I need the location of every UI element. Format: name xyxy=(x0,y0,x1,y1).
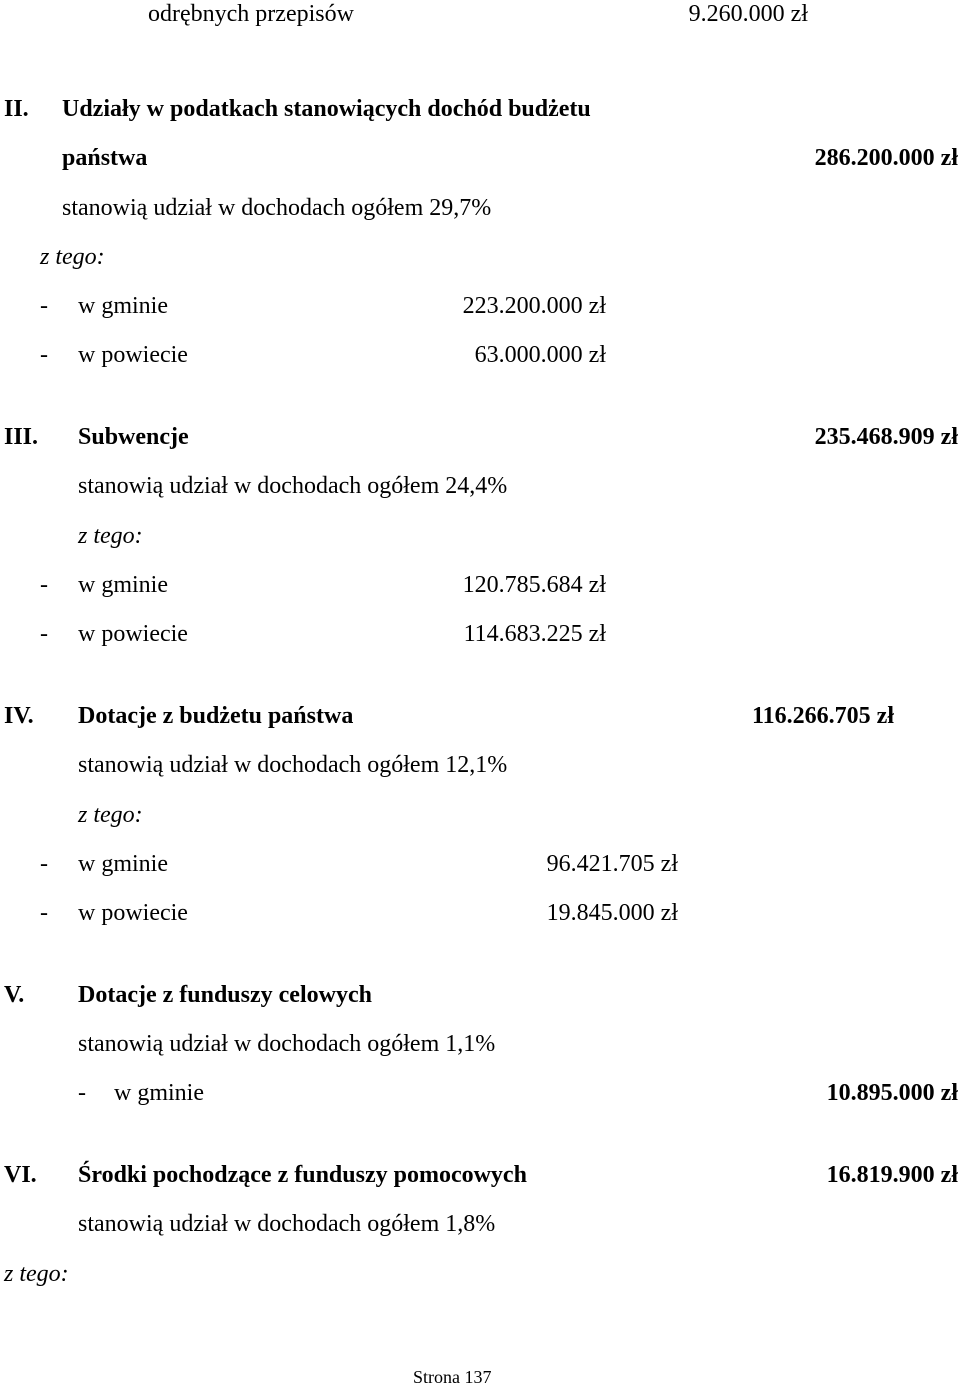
section-2-share: stanowią udział w dochodach ogółem 29,7% xyxy=(62,195,492,221)
section-6-number: VI. xyxy=(4,1162,37,1188)
section-2-title-line1: Udziały w podatkach stanowiących dochód budżetu xyxy=(62,96,591,122)
section-4-row1-dash: - xyxy=(40,851,48,877)
section-3-row1-amount: 120.785.684 zł xyxy=(462,572,606,598)
section-6-title: Środki pochodzące z funduszy pomocowych xyxy=(78,1162,527,1188)
section-4-number: IV. xyxy=(4,703,34,729)
section-4-title: Dotacje z budżetu państwa xyxy=(78,703,354,729)
page-number: Strona 137 xyxy=(413,1367,492,1387)
top-amount: 9.260.000 zł xyxy=(688,1,808,27)
top-label: odrębnych przepisów xyxy=(148,1,354,27)
section-4-row1-label: w gminie xyxy=(78,851,168,877)
section-2-row1-amount: 223.200.000 zł xyxy=(462,293,606,319)
section-3-row1-dash: - xyxy=(40,572,48,598)
section-4-share: stanowią udział w dochodach ogółem 12,1% xyxy=(78,752,508,778)
section-2-amount: 286.200.000 zł xyxy=(814,145,958,171)
section-5-share: stanowią udział w dochodach ogółem 1,1% xyxy=(78,1031,496,1057)
section-3-share: stanowią udział w dochodach ogółem 24,4% xyxy=(78,473,508,499)
section-2-ztego: z tego: xyxy=(40,244,105,270)
section-5-number: V. xyxy=(4,982,25,1008)
section-3-row2-amount: 114.683.225 zł xyxy=(463,621,606,647)
section-4-row2-label: w powiecie xyxy=(78,900,188,926)
section-3-row1-label: w gminie xyxy=(78,572,168,598)
section-3-row2-dash: - xyxy=(40,621,48,647)
section-5-row1-dash: - xyxy=(78,1080,86,1106)
section-2-row1-dash: - xyxy=(40,293,48,319)
section-2-number: II. xyxy=(4,96,29,122)
section-6-amount: 16.819.900 zł xyxy=(826,1162,958,1188)
section-5-row1-amount: 10.895.000 zł xyxy=(826,1080,958,1106)
section-3-ztego: z tego: xyxy=(78,523,143,549)
section-6-ztego: z tego: xyxy=(4,1261,69,1287)
section-4-row2-dash: - xyxy=(40,900,48,926)
section-3-amount: 235.468.909 zł xyxy=(814,424,958,450)
section-4-ztego: z tego: xyxy=(78,802,143,828)
section-2-row1-label: w gminie xyxy=(78,293,168,319)
section-5-title: Dotacje z funduszy celowych xyxy=(78,982,372,1008)
section-2-row2-dash: - xyxy=(40,342,48,368)
section-4-row1-amount: 96.421.705 zł xyxy=(546,851,678,877)
section-2-row2-label: w powiecie xyxy=(78,342,188,368)
section-2-row2-amount: 63.000.000 zł xyxy=(474,342,606,368)
section-3-number: III. xyxy=(4,424,39,450)
section-3-row2-label: w powiecie xyxy=(78,621,188,647)
section-4-row2-amount: 19.845.000 zł xyxy=(546,900,678,926)
section-3-title: Subwencje xyxy=(78,424,189,450)
section-5-row1-label: w gminie xyxy=(114,1080,204,1106)
section-4-amount: 116.266.705 zł xyxy=(752,703,894,729)
section-2-title-line2: państwa xyxy=(62,145,148,171)
section-6-share: stanowią udział w dochodach ogółem 1,8% xyxy=(78,1211,496,1237)
